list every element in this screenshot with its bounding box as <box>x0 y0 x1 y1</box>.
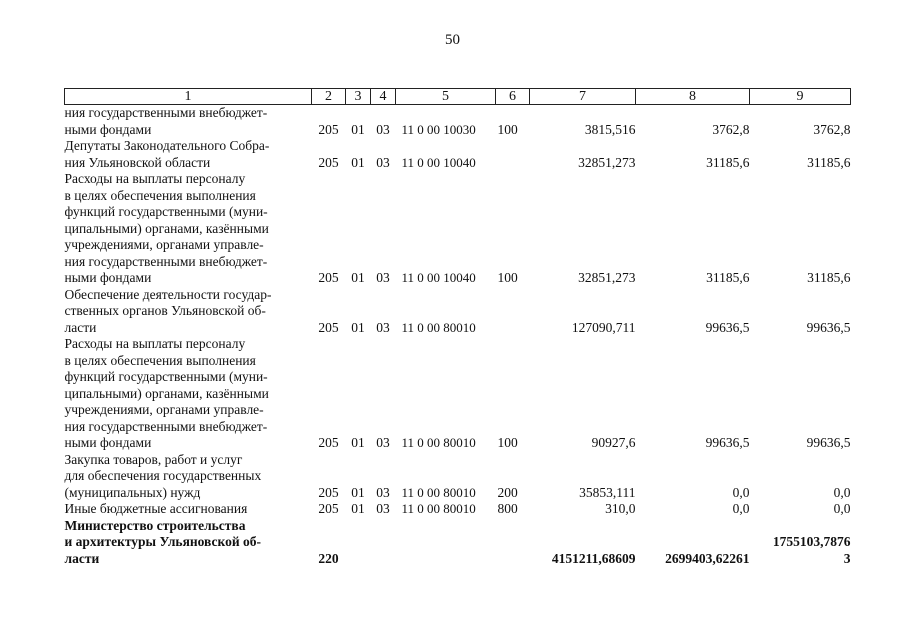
amount-col7: 4151211,68609 <box>551 550 636 566</box>
expense-type-code: 100 <box>497 121 518 137</box>
amount-col8: 31185,6 <box>706 270 750 285</box>
row-name-line: в целях обеспечения выполнения <box>64 187 256 203</box>
subsection-code: 01 <box>351 319 365 335</box>
row-name <box>65 138 312 171</box>
amount-col8: 99636,5 <box>705 435 750 450</box>
row-name-line: Расходы на выплаты персоналу <box>64 336 246 351</box>
amount-col8: 2699403,62261 <box>665 550 750 566</box>
amount-col9: 3762,8 <box>813 121 851 137</box>
page-number: 50 <box>445 32 460 48</box>
section-code: 205 <box>318 484 339 500</box>
subsection-code: 01 <box>351 501 365 516</box>
target-article-code: 11 0 00 80010 <box>401 501 476 516</box>
target-article-code: 11 0 00 10030 <box>401 121 476 137</box>
row-name <box>65 501 312 518</box>
row-name-line: Иные бюджетные ассигнования <box>64 501 248 516</box>
subsection-code <box>346 518 371 568</box>
row-name-line: учреждениями, органами управле- <box>64 237 264 252</box>
amount-col8: 0,0 <box>732 501 750 516</box>
amount-col7: 310,0 <box>605 501 636 516</box>
target-article-code: 11 0 00 10040 <box>401 270 476 285</box>
expense-type-code: 800 <box>497 501 518 516</box>
row-name-line: учреждениями, органами управле- <box>64 402 264 417</box>
row-name-line: ласти <box>64 319 97 335</box>
expense-type-code <box>496 287 530 337</box>
section-code: 220 <box>318 550 339 566</box>
amount-col8: 3762,8 <box>712 121 750 137</box>
row-name-line: Министерство строительства <box>64 517 246 533</box>
subsection-code-2: 03 <box>376 484 390 500</box>
amount-col9: 31185,6 <box>807 270 851 285</box>
amount-col7: 3815,516 <box>584 121 636 137</box>
amount-col7: 32851,273 <box>578 270 636 285</box>
expense-type-code <box>496 518 530 568</box>
row-name <box>65 105 312 139</box>
amount-col8: 99636,5 <box>705 319 750 335</box>
subsection-code: 01 <box>351 270 365 285</box>
row-name-line: Депутаты Законодательного Собра- <box>64 138 270 153</box>
column-number-row <box>65 89 851 105</box>
table-row <box>65 138 851 171</box>
amount-col7: 90927,6 <box>591 435 636 450</box>
subsection-code-2: 03 <box>376 435 390 450</box>
column-header: 9 <box>750 89 851 105</box>
subsection-code-2: 03 <box>376 501 390 516</box>
amount-col7: 32851,273 <box>578 154 636 170</box>
expense-type-code: 100 <box>497 270 518 285</box>
amount-col9: 99636,5 <box>806 435 851 450</box>
subsection-code-2: 03 <box>376 319 390 335</box>
row-name-line: ния Ульяновской области <box>64 154 211 170</box>
row-name-line: ными фондами <box>64 270 152 285</box>
row-name <box>65 452 312 502</box>
row-name-line: ными фондами <box>64 435 152 450</box>
row-name-line: (муниципальных) нужд <box>64 484 201 500</box>
section-code: 205 <box>318 270 339 285</box>
target-article-code: 11 0 00 10040 <box>401 154 476 170</box>
row-name-line: функций государственными (муни- <box>64 204 268 219</box>
section-code: 205 <box>318 154 339 170</box>
row-name-line: ния государственными внебюджет- <box>64 105 268 120</box>
row-name-line: в целях обеспечения выполнения <box>64 352 256 368</box>
column-header: 2 <box>312 89 346 105</box>
column-header: 5 <box>396 89 496 105</box>
amount-col9-line: 1755103,7876 <box>772 534 851 549</box>
section-code: 205 <box>318 121 339 137</box>
column-header: 4 <box>371 89 396 105</box>
table-row <box>65 336 851 452</box>
amount-col7: 127090,711 <box>571 319 636 335</box>
subsection-code: 01 <box>351 435 365 450</box>
table-row <box>65 105 851 139</box>
budget-table <box>64 88 851 567</box>
amount-col8: 31185,6 <box>706 154 750 170</box>
table-row <box>65 452 851 502</box>
subsection-code: 01 <box>351 121 365 137</box>
row-name-line: для обеспечения государственных <box>64 468 262 483</box>
row-name <box>65 518 312 568</box>
row-name-line: ния государственными внебюджет- <box>64 418 268 434</box>
row-name-line: ственных органов Ульяновской об- <box>64 303 266 318</box>
amount-col8: 0,0 <box>732 484 750 500</box>
subsection-code-2: 03 <box>376 121 390 137</box>
row-name-line: Обеспечение деятельности государ- <box>64 286 272 302</box>
target-article-code: 11 0 00 80010 <box>401 435 476 450</box>
row-name <box>65 336 312 452</box>
row-name <box>65 171 312 287</box>
amount-col9 <box>750 518 851 568</box>
row-name-line: ласти <box>64 550 100 566</box>
table-row <box>65 171 851 287</box>
subsection-code: 01 <box>351 484 365 500</box>
column-header: 3 <box>346 89 371 105</box>
section-code: 205 <box>318 501 339 516</box>
table-row <box>65 501 851 518</box>
expense-type-code: 100 <box>497 435 518 450</box>
column-header: 6 <box>496 89 530 105</box>
amount-col9: 99636,5 <box>806 319 851 335</box>
section-code: 205 <box>318 435 339 450</box>
row-name-line: функций государственными (муни- <box>64 369 268 384</box>
amount-col9: 0,0 <box>833 484 851 500</box>
amount-col9: 31185,6 <box>807 154 851 170</box>
subsection-code: 01 <box>351 154 365 170</box>
amount-col9: 0,0 <box>833 501 851 516</box>
row-name <box>65 287 312 337</box>
row-name-line: Расходы на выплаты персоналу <box>64 171 246 186</box>
column-header: 8 <box>636 89 750 105</box>
column-header: 7 <box>530 89 636 105</box>
target-article-code <box>396 518 496 568</box>
amount-col7: 35853,111 <box>579 484 636 500</box>
amount-col9-line: 3 <box>843 550 851 566</box>
row-name-line: ципальными) органами, казёнными <box>64 220 269 236</box>
row-name-line: и архитектуры Ульяновской об- <box>64 534 262 549</box>
expense-type-code <box>496 138 530 171</box>
table-row <box>65 287 851 337</box>
row-name-line: ния государственными внебюджет- <box>64 253 268 269</box>
row-name-line: ными фондами <box>64 121 152 137</box>
subsection-code-2: 03 <box>376 270 390 285</box>
row-name-line: ципальными) органами, казёнными <box>64 385 269 401</box>
row-name-line: Закупка товаров, работ и услуг <box>64 451 243 467</box>
ministry-total-row <box>65 518 851 568</box>
subsection-code-2: 03 <box>376 154 390 170</box>
column-header: 1 <box>65 89 312 105</box>
subsection-code-2 <box>371 518 396 568</box>
target-article-code: 11 0 00 80010 <box>401 484 476 500</box>
expense-type-code: 200 <box>497 484 518 500</box>
target-article-code: 11 0 00 80010 <box>401 319 476 335</box>
section-code: 205 <box>318 319 339 335</box>
